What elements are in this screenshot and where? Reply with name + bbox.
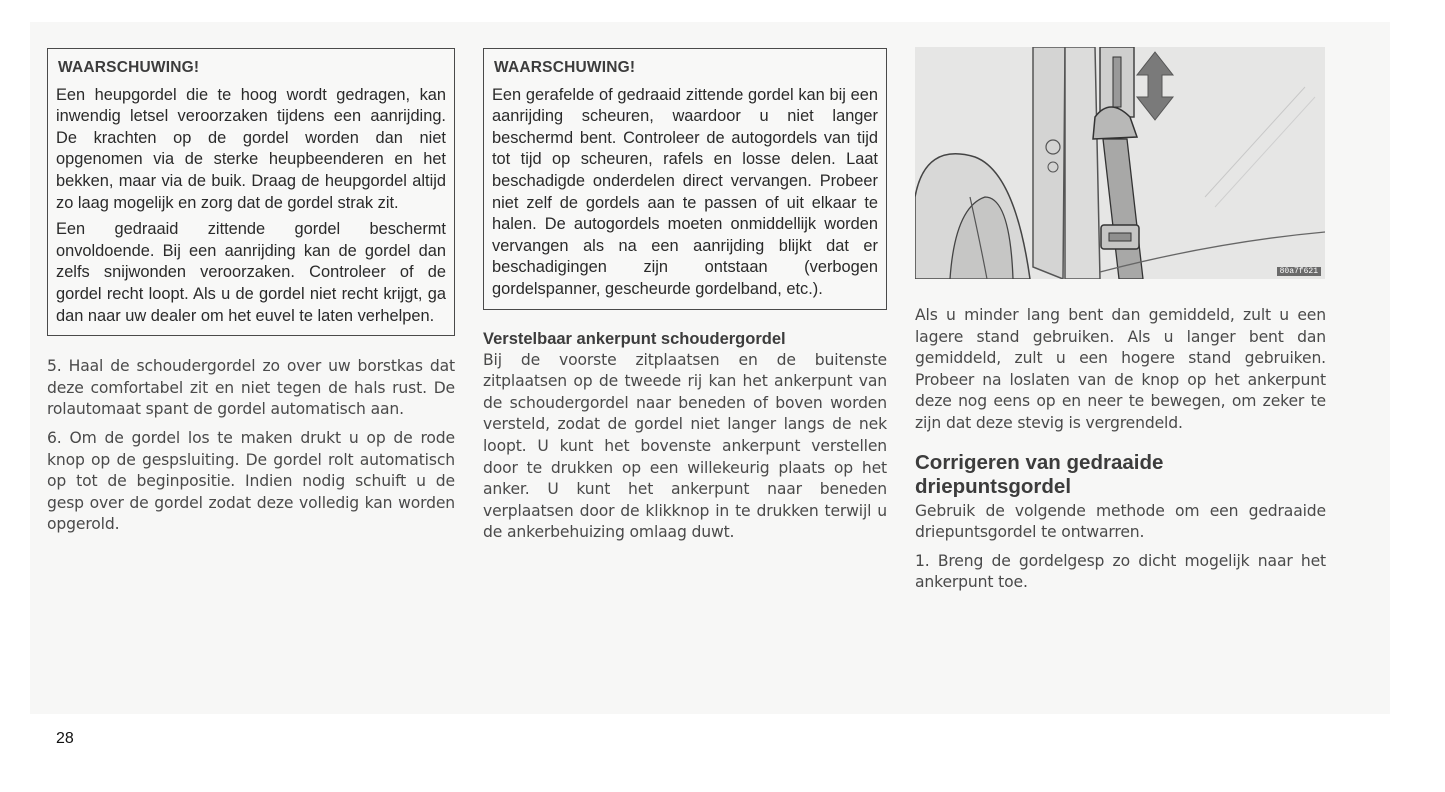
figure-code: 80a7f621 [1277, 267, 1321, 276]
heading-line-1: Corrigeren van gedraaide [915, 450, 1164, 474]
step-1: 1. Breng de gordelgesp zo dicht mogelijk naar het ankerpunt toe. [915, 551, 1326, 592]
warning-title: WAARSCHUWING! [494, 59, 636, 76]
heading-line-2: driepuntsgordel [915, 474, 1072, 498]
height-description [915, 305, 1326, 435]
section-heading-twisted-belt [915, 451, 1326, 499]
step-6: 6. Om de gordel los te maken drukt u op de rode knop op de gespsluiting. De gordel rolt automatisch op tot de beginpositie. Indien nodig schuift u de gesp over de gordel zodat deze volledig kan worden opgerold. [47, 428, 455, 534]
step-5: 5. Haal de schoudergordel zo over uw borstkas dat deze comfortabel zit en niet tegen de hals rust. De rolautomaat spant de gordel automatisch aan. [47, 357, 455, 419]
twisted-belt-text [915, 501, 1326, 594]
method-intro: Gebruik de volgende methode om een gedraaide driepuntsgordel te ontwarren. [915, 501, 1326, 542]
seatbelt-anchor-illustration [915, 47, 1325, 279]
steps-text [47, 356, 455, 536]
page-number: 28 [56, 730, 74, 747]
anchor-description [483, 350, 887, 544]
subheading-adjustable-anchor: Verstelbaar ankerpunt schoudergordel [483, 329, 786, 348]
warning-paragraph: Een heupgordel die te hoog wordt gedragen, kan inwendig letsel veroorzaken tijdens een aanrijding. De krachten op de gordel worden dan niet opgenomen via de sterke heupbeenderen en het bekken, maar via de buik. Draag de heupgordel altijd zo laag mogelijk en zorg dat de gordel strak zit. [56, 85, 446, 212]
height-paragraph: Als u minder lang bent dan gemiddeld, zult u een lagere stand gebruiken. Als u langer bent dan gemiddeld, zult u een hogere stand gebruiken. Probeer na loslaten van de knop op het ankerpunt deze nog eens op en neer te bewegen, om zeker te zijn dat deze stevig is vergrendeld. [915, 306, 1326, 432]
warning-title: WAARSCHUWING! [58, 59, 200, 76]
anchor-paragraph: Bij de voorste zitplaatsen en de buitenste zitplaatsen op de tweede rij kan het ankerpunt van de schoudergordel naar beneden of boven worden versteld, zodat de gordel niet langer langs de nek loopt. U kunt het bovenste ankerpunt verstellen door te drukken op een willekeurig plaats op het anker. U kunt het ankerpunt naar beneden verplaatsen door de klikknop in te drukken terwijl u de ankerbehuizing omlaag duwt. [483, 350, 887, 542]
warning-box-1 [47, 48, 455, 336]
illustration-drawing [915, 47, 1325, 279]
column-3 [915, 22, 1326, 601]
column-2 [483, 22, 887, 551]
warning-box-2 [483, 48, 887, 310]
column-1 [47, 22, 455, 543]
manual-page [30, 22, 1390, 714]
warning-paragraph: Een gedraaid zittende gordel beschermt onvoldoende. Bij een aanrijding kan de gordel dan zelfs snijwonden veroorzaken. Controleer of de gordel recht loopt. Als u de gordel niet recht krijgt, ga dan naar uw dealer om het euvel te laten verhelpen. [56, 220, 446, 325]
warning-paragraph: Een gerafelde of gedraaid zittende gordel kan bij een aanrijding scheuren, waardoor u niet langer beschermd bent. Controleer de autogordels van tijd tot tijd op scheuren, rafels en losse delen. Laat beschadigde onderdelen direct vervangen. Probeer niet zelf de gordels aan te passen of uit elkaar te halen. De autogordels moeten onmiddellijk worden vervangen als na een aanrijding blijkt dat er beschadigingen zijn ontstaan (verbogen gordelspanner, gescheurde gordelband, etc.). [492, 85, 878, 298]
